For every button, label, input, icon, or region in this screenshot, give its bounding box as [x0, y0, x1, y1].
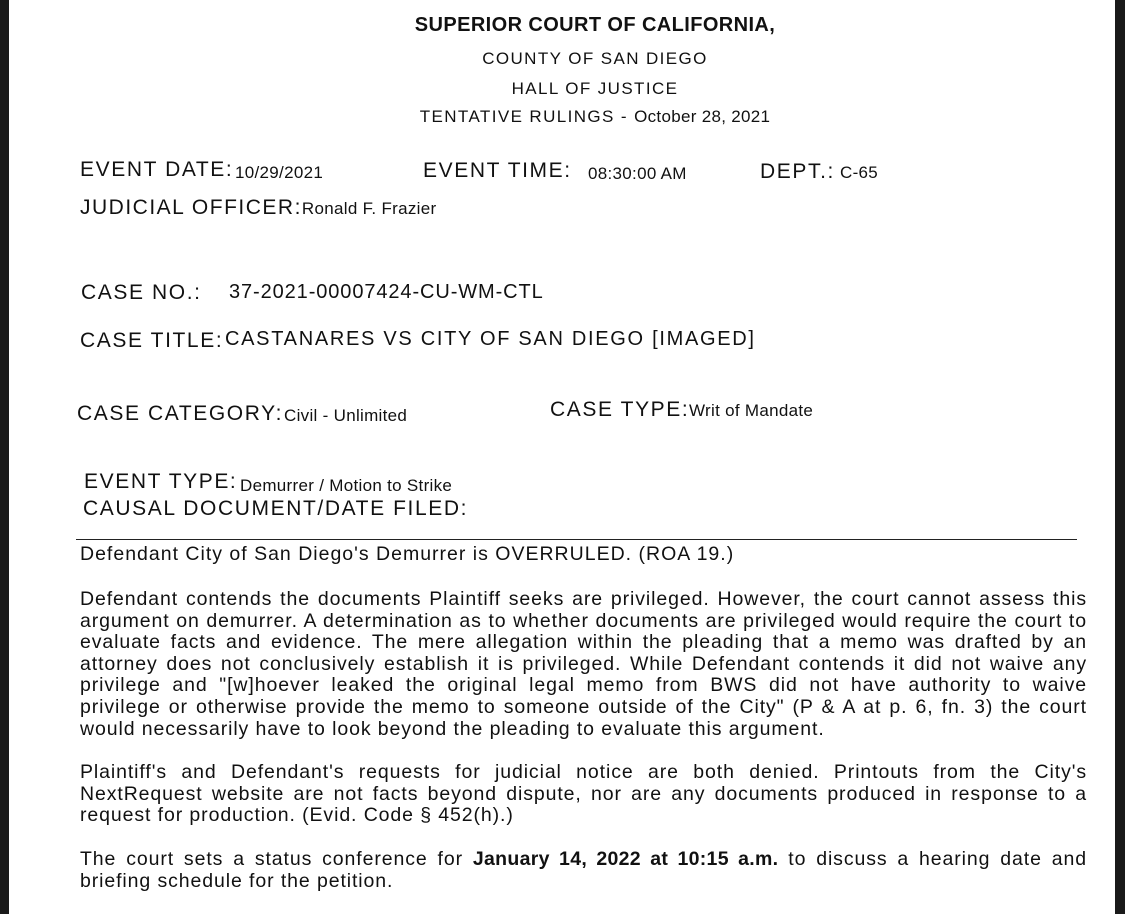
section-divider [76, 539, 1077, 540]
tentative-rulings-date: October 28, 2021 [634, 107, 771, 126]
event-type-label: EVENT TYPE: [84, 470, 238, 493]
judicial-officer-line [80, 196, 436, 220]
left-page-edge [0, 0, 9, 914]
case-title-label: CASE TITLE: [80, 329, 224, 352]
ruling-paragraph-privilege: Defendant contends the documents Plaintiff seeks are privileged. However, the court cannot assess this argument on demurrer. A determination as to whether documents are privileged would require the court to evaluate facts and evidence. The mere allegation within the pleading that a memo was drafted by an attorney does not conclusively establish it is privileged. While Defendant contends it did not waive any privilege and "[w]hoever leaked the original legal memo from BWS did not have authority to waive privilege or otherwise provide the memo to someone outside of the City" (P & A at p. 6, fn. 3) the court would necessarily have to look beyond the pleading to evaluate this argument. [80, 588, 1087, 740]
event-time-label: EVENT TIME: [423, 159, 572, 182]
dept-value: C-65 [840, 163, 879, 182]
tentative-rulings-label: TENTATIVE RULINGS - [419, 107, 628, 126]
event-date-label: EVENT DATE: [80, 158, 234, 181]
case-type-label: CASE TYPE: [550, 398, 690, 421]
case-category-label: CASE CATEGORY: [77, 402, 284, 425]
case-no-value: 37-2021-00007424-CU-WM-CTL [229, 281, 544, 303]
event-date-value: 10/29/2021 [235, 163, 324, 182]
ruling-paragraph-status-conference [80, 849, 1087, 892]
hall-name: HALL OF JUSTICE [511, 79, 679, 98]
judicial-officer-value: Ronald F. Frazier [301, 199, 437, 218]
case-category-value: Civil - Unlimited [284, 406, 408, 425]
status-conference-text-after: to discuss a hearing date and briefing schedule for the petition. [80, 848, 1087, 892]
county-name: COUNTY OF SAN DIEGO [482, 49, 708, 68]
tentative-rulings-line [0, 107, 1125, 127]
case-title-value: CASTANARES VS CITY OF SAN DIEGO [IMAGED] [225, 328, 756, 350]
case-type-value: Writ of Mandate [689, 401, 814, 420]
right-page-edge [1115, 0, 1125, 914]
ruling-paragraph-judicial-notice: Plaintiff's and Defendant's requests for judicial notice are both denied. Printouts from the City's NextRequest website are not facts beyond dispute, nor are any documents produced in response to a request for production. (Evid. Code § 452(h).) [80, 761, 1087, 827]
dept-label: DEPT.: [760, 160, 835, 183]
judicial-officer-label: JUDICIAL OFFICER: [80, 196, 302, 219]
case-no-label: CASE NO.: [81, 281, 202, 304]
status-conference-date: January 14, 2022 at 10:15 a.m. [472, 848, 779, 870]
event-time-value: 08:30:00 AM [588, 164, 687, 183]
court-name: SUPERIOR COURT OF CALIFORNIA, [414, 14, 776, 36]
causal-document-label: CAUSAL DOCUMENT/DATE FILED: [83, 497, 469, 520]
ruling-summary: Defendant City of San Diego's Demurrer is OVERRULED. (ROA 19.) [80, 543, 735, 565]
event-type-value: Demurrer / Motion to Strike [240, 476, 453, 495]
status-conference-text-before: The court sets a status conference for [80, 848, 473, 870]
